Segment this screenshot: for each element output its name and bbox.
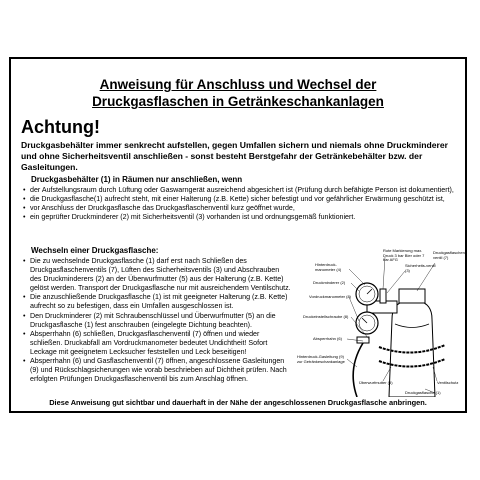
- label-druckgasflaschenventil: Druckgasflaschen-ventil (7): [433, 250, 467, 260]
- label-gasleitung: Hinterdruck-Gasleitung (9) zur Getränkeschankanlage: [297, 354, 345, 364]
- label-druckeinstellschraube: Druckeinstellschraube (8): [303, 314, 349, 319]
- list-item: • Absperrhahn (6) und Gasflaschenventil (7) öffnen, angeschlossene Gasleitungen (9) und Rückschlagsicherungen wie vorab beschrieben auf Dichtheit prüfen. Nach erfolgten Prüfungen Druckgasflaschenventil bis zum Anschlag öffnen.: [23, 357, 291, 384]
- section1-heading: Druckgasbehälter (1) in Räumen nur anschließen, wenn: [31, 175, 243, 184]
- label-druckminderer: Druckminderer (2): [313, 280, 346, 285]
- list-item: • ein geprüfter Druckminderer (2) mit Sicherheitsventil (3) vorhanden ist und ordnungsgemäß funktioniert.: [23, 213, 463, 222]
- section1-list: [23, 186, 463, 222]
- list-item: • Absperrhahn (6) schließen, Druckgasflaschenventil (7) öffnen und wieder schließen. Druckabfall am Vordruckmanometer bedeutet Undichtheit! Sofort Leckage mit geeignetem Lecksucher feststellen und Leck beseitigen!: [23, 330, 291, 357]
- label-sicherheitsventil: Sicherheits-ventil (3): [405, 263, 436, 273]
- list-item: • der Aufstellungsraum durch Lüftung oder Gaswarngerät ausreichend abgesichert ist (Prüfung durch befähigte Person ist dokumentiert),: [23, 186, 463, 195]
- warning-text: Druckgasbehälter immer senkrecht aufstellen, gegen Umfallen sichern und niemals ohne Druckminderer und ohne Sicherheitsventil anschließen - sonst besteht Berstgefahr der Getränkebehälter bzw. der Gasleitungen.: [21, 140, 448, 172]
- label-druckgasflasche: Druckgasflasche (1): [405, 390, 441, 395]
- title-line-1: Anweisung für Anschluss und Wechsel der: [99, 77, 377, 92]
- label-vordruck: Vordruckmanometer (8): [309, 294, 352, 299]
- section2-list: [23, 257, 291, 384]
- section2-heading: Wechseln einer Druckgasflasche:: [31, 246, 159, 255]
- label-ueberwurfmutter: Überwurfmutter (5): [359, 380, 393, 385]
- list-item: • die Druckgasflasche(1) aufrecht steht, mit einer Halterung (z.B. Kette) sicher befestigt und vor gefährlicher Erwärmung geschützt ist,: [23, 195, 463, 204]
- list-item: • vor Anschluss der Druckgasflasche das Druckgasflaschenventil kurz geöffnet wurde,: [23, 204, 463, 213]
- list-item: • Den Druckminderer (2) mit Schraubenschlüssel und Überwurfmutter (5) an die Druckgasflasche (1) fest anschrauben (eingelegte Dichtung beachten).: [23, 312, 291, 330]
- label-ventilschutz: Ventilschutz: [437, 380, 459, 385]
- title-line-2: Druckgasflaschen in Getränkeschankanlagen: [92, 94, 384, 109]
- list-item: • Die anzuschließende Druckgasflasche (1) ist mit geeigneter Halterung (z.B. Kette) aufrecht so zu befestigen, dass ein Umfallen ausgeschlossen ist.: [23, 293, 291, 311]
- label-absperrhahn: Absperrhahn (6): [313, 336, 342, 341]
- instruction-sign: [9, 57, 467, 413]
- label-hinterdruck: Hinterdruck-manometer (4): [315, 262, 342, 272]
- label-rote-markierung: Rote Markierung max. Druck 3 bar Bier oder 7 bar AFG: [383, 248, 425, 263]
- gas-cylinder-diagram: [287, 248, 467, 397]
- footer-note: Diese Anweisung gut sichtbar und dauerhaft in der Nähe der angeschlossenen Druckgasflasche anbringen.: [49, 398, 427, 407]
- achtung-heading: Achtung!: [21, 117, 100, 137]
- list-item: • Die zu wechselnde Druckgasflasche (1) darf erst nach Schließen des Druckgasflaschenventils (7), Lüften des Sicherheitsventils (3) und Abschrauben des Druckminderers (2) an der Überwurfmutter (5) aus der Halterung (z.B. Kette) gelöst werden. Transport der Druckgasflasche nur mit ausreichendem Ventilschutz.: [23, 257, 291, 293]
